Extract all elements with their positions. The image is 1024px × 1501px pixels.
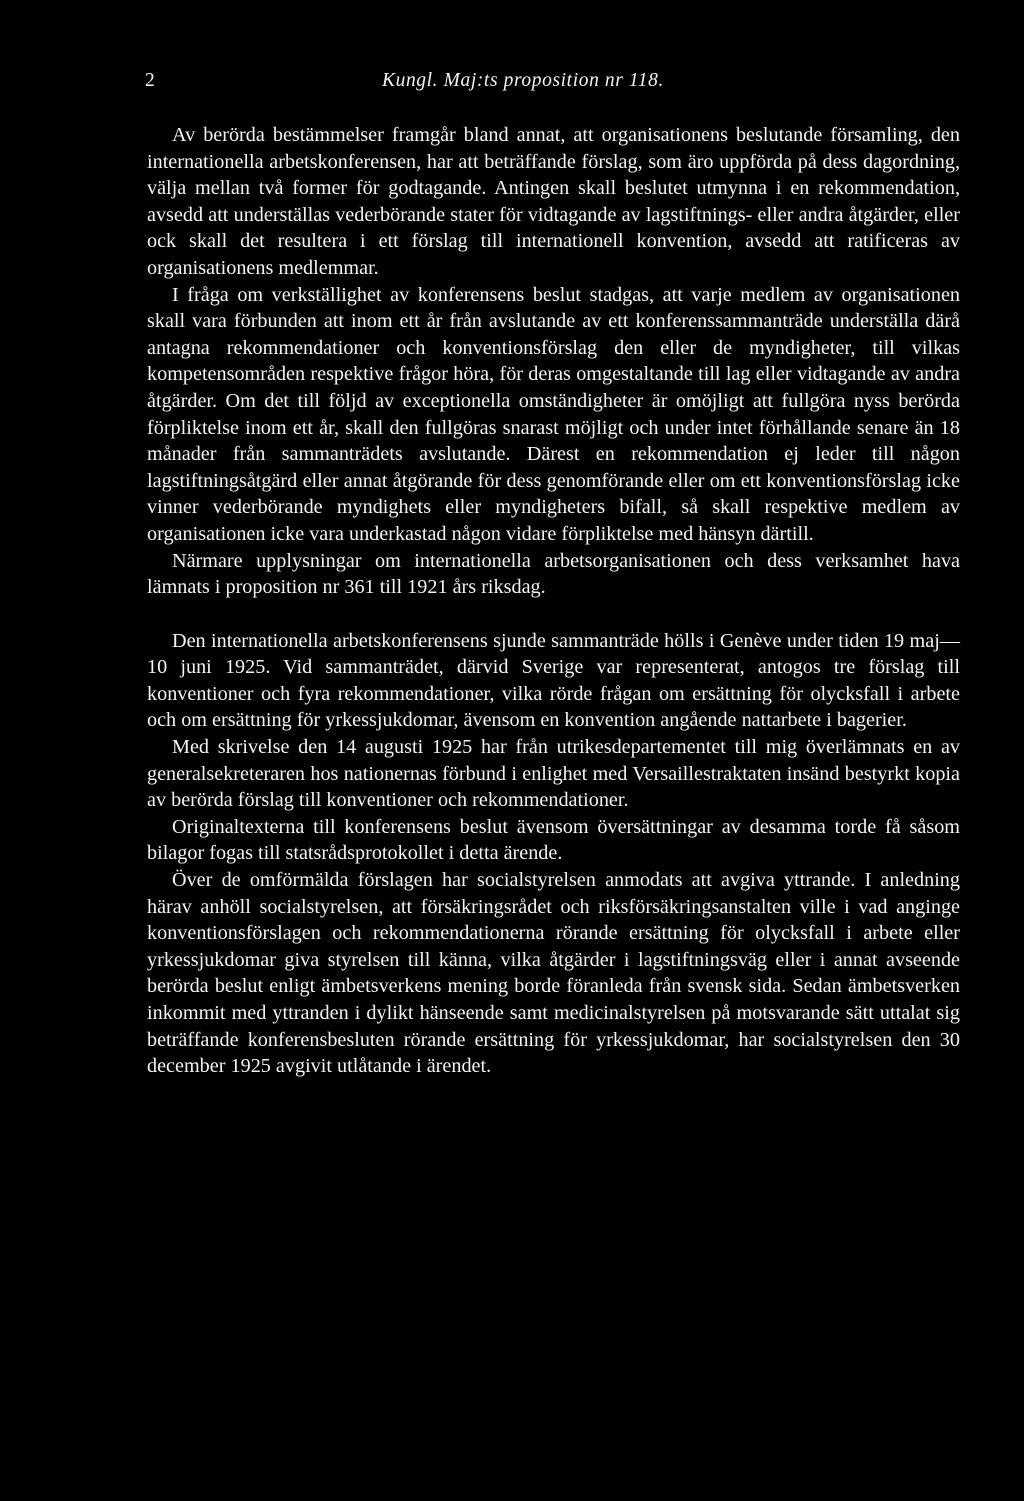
running-title: Kungl. Maj:ts proposition nr 118.: [382, 70, 664, 91]
section-gap: [147, 601, 960, 628]
paragraph: I fråga om verkställighet av konferensens beslut stadgas, att varje medlem av organisationen skall vara förbunden att inom ett år från avslutande av ett konferenssammanträde underställa därå antagna rekommendationer och konventionsförslag den eller de myndigheter, till vilkas kompetensområden respektive frågor höra, för deras omgestaltande till lag eller vidtagande av andra åtgärder. Om det till följd av exceptionella omständigheter är omöjligt att fullgöra nyss berörda förpliktelse inom ett år, skall den fullgöras snarast möjligt och under intet förhållande senare än 18 månader från sammanträdets avslutande. Därest en rekommendation ej leder till någon lagstiftningsåtgärd eller annat åtgörande för dess genomförande eller om ett konventionsförslag icke vinner vederbörande myndighets eller myndigheters bifall, så skall respektive medlem av organisationen icke vara underkastad någon vidare förpliktelse med hänsyn därtill.: [147, 283, 960, 545]
paragraph: Över de omförmälda förslagen har socialstyrelsen anmodats att avgiva yttrande. I anledning härav anhöll socialstyrelsen, att försäkringsrådet och riksförsäkringsanstalten ville i vad anginge konventionsförslagen och rekommendationerna rörande ersättning för olycksfall i arbete eller yrkessjukdomar giva styrelsen till känna, vilka åtgärder i lagstiftningsväg eller i annat avseende berörda beslut enligt ämbetsverkens mening borde föranleda från svensk sida. Sedan ämbetsverken inkommit med yttranden i dylikt hänseende samt medicinalstyrelsen på motsvarande sätt uttalat sig beträffande konferensbesluten rörande ersättning för yrkessjukdomar, har socialstyrelsen den 30 december 1925 avgivit utlåtande i ärendet.: [147, 869, 960, 1078]
page-header: [145, 70, 960, 106]
page-number: 2: [145, 70, 155, 91]
body-text: [147, 122, 960, 1080]
paragraph: Av berörda bestämmelser framgår bland annat, att organisationens beslutande församling, den internationella arbetskonferensen, har att beträffande förslag, som äro uppförda på dess dagordning, välja mellan två former för godtagande. Antingen skall beslutet utmynna i en rekommendation, avsedd att underställas vederbörande stater för vidtagande av lagstiftnings- eller andra åtgärder, eller ock skall det resultera i ett förslag till internationell konvention, avsedd att ratificeras av organisationens medlemmar.: [147, 124, 960, 279]
paragraph: Med skrivelse den 14 augusti 1925 har från utrikesdepartementet till mig överlämnats en av generalsekreteraren hos nationernas förbund i enlighet med Versaillestraktaten insänd bestyrkt kopia av berörda förslag till konventioner och rekommendationer.: [147, 736, 960, 812]
paragraph: Den internationella arbetskonferensens sjunde sammanträde hölls i Genève under tiden 19 maj—10 juni 1925. Vid sammanträdet, därvid Sverige var representerat, antogos tre förslag till konventioner och fyra rekommendationer, vilka rörde frågan om ersättning för olycksfall i arbete och om ersättning för yrkessjukdomar, ävensom en konvention angående nattarbete i bagerier.: [147, 629, 960, 732]
paragraph: Originaltexterna till konferensens beslut ävensom översättningar av desamma torde få såsom bilagor fogas till statsrådsprotokollet i detta ärende.: [147, 815, 960, 865]
paragraph: Närmare upplysningar om internationella arbetsorganisationen och dess verksamhet hava lämnats i proposition nr 361 till 1921 års riksdag.: [147, 549, 960, 599]
